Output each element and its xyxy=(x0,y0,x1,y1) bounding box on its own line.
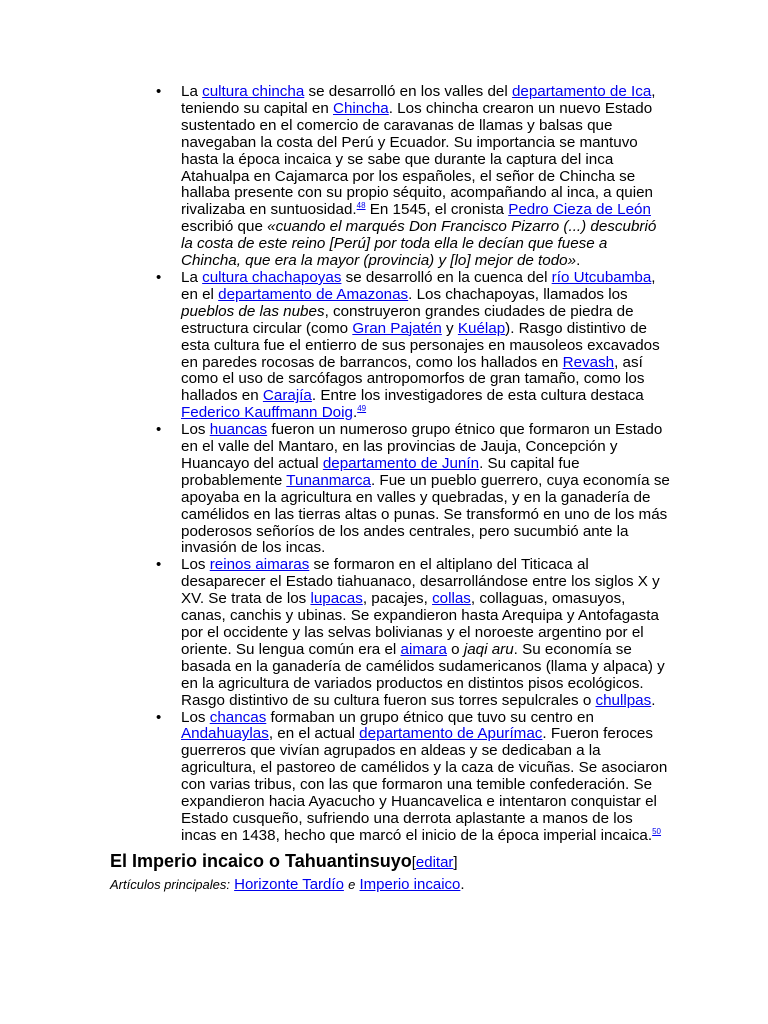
body-text: , así como el uso de sarcófagos antropomorfos de gran tamaño, como los hallados en xyxy=(181,353,645,405)
italic-text: «cuando el marqués Don Francisco Pizarro (...) descubrió la costa de este reino [Perú] por toda ella le decían que fuese a Chincha, que era la mayor (provincia) y [lo] mejor de todo» xyxy=(181,218,657,270)
inline-link[interactable]: departamento de Apurímac xyxy=(359,725,543,743)
body-text: y xyxy=(441,319,458,337)
link-horizonte-tardio[interactable]: Horizonte Tardío xyxy=(234,875,344,893)
edit-section: [editar] xyxy=(411,853,458,871)
body-text: . Los chincha crearon un nuevo Estado sustentado en el comercio de caravanas de llamas y balsas que navegaban la costa del Perú y Ecuador. Su importancia se mantuvo hasta la época incaica y se sabe que durante la captura del inca Atahualpa en Cajamarca por los españoles, el señor de Chincha se hallaba presente con su propio séquito, acompañando al inca, a quien rivalizaba en suntuosidad. xyxy=(181,99,653,219)
body-text: . Los chachapoyas, llamados los xyxy=(408,285,628,303)
italic-text: jaqi aru xyxy=(463,640,514,658)
inline-link[interactable]: huancas xyxy=(209,421,268,439)
bullet-item xyxy=(181,710,670,845)
body-text: . xyxy=(651,691,656,709)
main-articles-note: Artículos principales: Horizonte Tardío e Imperio incaico. xyxy=(110,875,465,893)
bullet-item xyxy=(181,557,670,709)
main-articles-label: Artículos principales: xyxy=(110,876,230,892)
body-text: formaban un grupo étnico que tuvo su centro en xyxy=(266,708,594,726)
inline-link[interactable]: reinos aimaras xyxy=(209,556,310,574)
inline-link[interactable]: Andahuaylas xyxy=(181,725,269,743)
inline-link[interactable]: chullpas xyxy=(595,691,652,709)
body-text: , collaguas, omasuyos, canas, canchis y ubinas. Se expandieron hasta Arequipa y Antofagasta por el occidente y las selvas bolivianas y el noroeste argentino por el oriente. Su lengua común era el xyxy=(181,590,659,658)
inline-link[interactable]: aimara xyxy=(400,640,447,658)
bullet-item xyxy=(181,270,670,422)
body-text: . xyxy=(576,252,581,270)
inline-link[interactable]: Kuélap xyxy=(457,319,506,337)
section-title: El Imperio incaico o Tahuantinsuyo xyxy=(110,850,412,871)
body-text: , pacajes, xyxy=(362,590,433,608)
body-text: escribió que xyxy=(181,218,268,236)
body-text: . Fue un pueblo guerrero, cuya economía se apoyaba en la agricultura en valles y quebradas, y en la ganadería de camélidos en las tierras altas o punas. Se transformó en uno de los más poderosos señoríos de los andes centrales, pero sucumbió ante la invasión de los incas. xyxy=(181,471,670,557)
main-articles-connector: e xyxy=(348,876,356,892)
body-text: , construyeron grandes ciudades de piedra de estructura circular (como xyxy=(181,302,634,337)
reference-link[interactable]: 49 xyxy=(357,404,367,414)
cultures-list xyxy=(110,84,670,845)
body-text: . xyxy=(352,404,358,422)
reference-sup xyxy=(357,404,366,413)
link-imperio-incaico[interactable]: Imperio incaico xyxy=(359,875,461,893)
inline-link[interactable]: cultura chachapoyas xyxy=(202,268,342,286)
body-text: . Su economía se basada en la ganadería de camélidos sudamericanos (llama y alpaca) y en la agricultura de variados productos en distintos pisos ecológicos. Rasgo distintivo de su cultura fueron sus torres sepulcrales o xyxy=(181,640,665,709)
inline-link[interactable]: Chincha xyxy=(333,99,389,117)
body-text: , en el actual xyxy=(268,725,360,743)
inline-link[interactable]: chancas xyxy=(209,708,267,726)
reference-link[interactable]: 50 xyxy=(652,826,662,836)
bullet-item xyxy=(181,422,670,557)
inline-link[interactable]: Carajía xyxy=(262,387,312,405)
body-text: . Fueron feroces guerreros que vivían agrupados en aldeas y se dedicaban a la agricultura, el pastoreo de camélidos y la caza de vicuñas. Se asociaron con varias tribus, con las que formaron una temible confederación. Se expandieron hacia Ayacucho y Huancavelica e intentaron conquistar el Estado cusqueño, sufriendo una derrota aplastante a manos de los incas en 1438, hecho que marcó el inicio de la época imperial incaica. xyxy=(181,725,668,844)
body-text: se desarrolló en la cuenca del xyxy=(341,268,552,286)
body-text: , teniendo su capital en xyxy=(181,83,656,117)
inline-link[interactable]: Revash xyxy=(562,353,615,371)
inline-link[interactable]: departamento de Amazonas xyxy=(218,285,409,303)
body-text: La xyxy=(181,83,203,100)
inline-link[interactable]: Gran Pajatén xyxy=(352,319,442,337)
edit-section-link[interactable]: editar xyxy=(415,853,454,871)
inline-link[interactable]: departamento de Ica xyxy=(511,83,652,100)
reference-sup xyxy=(357,201,366,210)
inline-link[interactable]: departamento de Junín xyxy=(322,454,480,472)
inline-link[interactable]: Pedro Cieza de León xyxy=(508,201,651,219)
body-text: fueron un numeroso grupo étnico que formaron un Estado en el valle del Mantaro, en las provincias de Jauja, Concepción y Huancayo del actual xyxy=(181,421,663,472)
body-text: , en el xyxy=(181,268,656,303)
inline-link[interactable]: Tunanmarca xyxy=(286,471,371,489)
reference-link[interactable]: 48 xyxy=(356,201,366,211)
bullet-item xyxy=(181,84,670,270)
body-text: En 1545, el cronista xyxy=(365,201,509,219)
italic-text: pueblos de las nubes xyxy=(181,302,325,320)
body-text: Los xyxy=(181,421,210,439)
body-text: Los xyxy=(181,708,210,726)
body-text: se formaron en el altiplano del Titicaca al desaparecer el Estado tiahuanaco, desarrollándose entre los siglos X y XV. Se trata de los xyxy=(181,556,660,608)
body-text: o xyxy=(446,640,464,658)
body-text: ). Rasgo distintivo de esta cultura fue el entierro de sus personajes en mausoleos excavados en paredes rocosas de barrancos, como los hallados en xyxy=(181,319,660,371)
inline-link[interactable]: cultura chincha xyxy=(202,83,305,100)
body-text: se desarrolló en los valles del xyxy=(304,83,512,100)
body-text: . Su capital fue probablemente xyxy=(181,454,580,489)
inline-link[interactable]: lupacas xyxy=(310,590,363,608)
body-text: Los xyxy=(181,556,210,574)
inline-link[interactable]: Federico Kauffmann Doig xyxy=(181,404,353,422)
inline-link[interactable]: collas xyxy=(432,590,471,608)
section-heading xyxy=(110,850,670,874)
article-content xyxy=(110,84,670,894)
body-text: . Entre los investigadores de esta cultura destaca xyxy=(311,387,644,405)
body-text: La xyxy=(181,268,203,286)
reference-sup xyxy=(652,827,661,836)
inline-link[interactable]: río Utcubamba xyxy=(551,268,652,286)
